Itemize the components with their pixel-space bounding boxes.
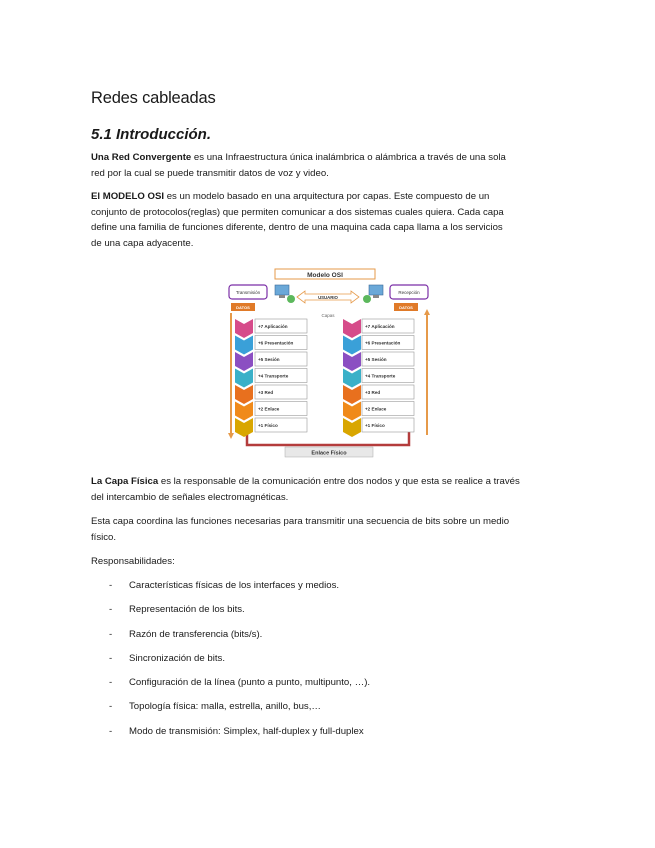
left-layer-chevron xyxy=(235,319,253,338)
p4-line2: físico. xyxy=(91,531,117,543)
reception-label: Recepción xyxy=(398,290,420,295)
right-datos-label: DATOS xyxy=(399,305,413,310)
list-item xyxy=(91,675,561,699)
enlace-fisico-path xyxy=(247,432,409,445)
diagram-title: Modelo OSI xyxy=(307,272,343,279)
transmission-label: Transmisión xyxy=(235,290,261,295)
left-layer-chevron xyxy=(235,352,253,371)
right-layer-label: +1 Físico xyxy=(365,423,385,428)
p4-line1: Esta capa coordina las funciones necesarias para transmitir una secuencia de bits sobre un medio xyxy=(91,516,510,527)
list-item-text: Razón de transferencia (bits/s). xyxy=(129,628,263,640)
responsabilidades-label: Responsabilidades: xyxy=(91,556,175,567)
p1-line1: es una Infraestructura única inalámbrica o alámbrica a través de una sola xyxy=(191,152,506,163)
left-layer-label: +4 Transporte xyxy=(258,373,289,379)
paragraph-red-convergente xyxy=(91,150,566,181)
list-item-text: Configuración de la línea (punto a punto, multipunto, …). xyxy=(129,677,371,689)
left-layer-label: +6 Presentación xyxy=(258,340,294,346)
usuario-label: USUARIO xyxy=(318,295,338,300)
right-layer-label: +5 Sesión xyxy=(365,357,387,362)
list-item xyxy=(91,724,561,748)
bullet-dash: - xyxy=(109,604,113,616)
right-layer-label: +3 Red xyxy=(365,390,381,395)
capas-label: Capas xyxy=(321,313,335,318)
term-capa-fisica: La Capa Física xyxy=(91,476,159,487)
p2-line2: conjunto de protocolos(reglas) que permiten comunicar a dos sistemas cuales quiera. Cada capa xyxy=(91,206,504,218)
list-item xyxy=(91,627,561,651)
list-item-text: Topología física: malla, estrella, anillo, bus,… xyxy=(129,701,321,713)
left-layer-label: +1 Físico xyxy=(258,423,278,428)
left-layer-label: +2 Enlace xyxy=(258,406,280,412)
paragraph-modelo-osi xyxy=(91,189,566,251)
left-layer-label: +7 Aplicación xyxy=(258,324,288,329)
right-layer-chevron xyxy=(343,402,361,421)
right-computer-icon xyxy=(363,285,383,303)
right-layer-label: +2 Enlace xyxy=(365,406,387,412)
list-item-text: Modo de transmisión: Simplex, half-duplex y full-duplex xyxy=(129,725,364,737)
p2-line1: es un modelo basado en una arquitectura por capas. Este compuesto de un xyxy=(164,191,490,202)
left-datos-label: DATOS xyxy=(236,305,250,310)
osi-model-diagram xyxy=(227,267,432,462)
page-heading: Redes cableadas xyxy=(91,89,216,107)
list-item-text: Representación de los bits. xyxy=(129,604,245,616)
left-computer-icon xyxy=(275,285,295,303)
p2-line4: de una capa adyacente. xyxy=(91,237,194,249)
enlace-fisico-label: Enlace Físico xyxy=(311,450,347,457)
p1-line2: red por la cual se puede transmitir datos de voz y video. xyxy=(91,167,329,179)
paragraph-coordina xyxy=(91,514,566,545)
list-item-text: Sincronización de bits. xyxy=(129,652,225,664)
section-heading: 5.1 Introducción. xyxy=(91,126,212,143)
left-layer-label: +5 Sesión xyxy=(258,357,280,362)
right-layer-label: +7 Aplicación xyxy=(365,324,395,329)
left-layer-chevron xyxy=(235,369,253,388)
list-item xyxy=(91,699,561,723)
list-item xyxy=(91,651,561,675)
p3-line1: es la responsable de la comunicación entre dos nodos y que esta se realice a través xyxy=(158,476,520,487)
left-layer-chevron xyxy=(235,336,253,355)
left-layer-chevron xyxy=(235,402,253,421)
term-modelo-osi: El MODELO OSI xyxy=(91,191,165,202)
p3-line2: del intercambio de señales electromagnéticas. xyxy=(91,491,289,503)
bullet-dash: - xyxy=(109,652,113,664)
bullet-dash: - xyxy=(109,677,113,689)
bullet-dash: - xyxy=(109,725,113,737)
p2-line3: define una familia de funciones diferente, dentro de una maquina cada capa llama a los servicios xyxy=(91,222,503,233)
paragraph-capa-fisica xyxy=(91,474,566,505)
right-layer-chevron xyxy=(343,319,361,338)
term-red-convergente: Una Red Convergente xyxy=(91,152,192,163)
list-item xyxy=(91,578,561,602)
right-layer-chevron xyxy=(343,418,361,437)
bullet-dash: - xyxy=(109,701,113,713)
right-layer-chevron xyxy=(343,385,361,404)
osi-layers xyxy=(235,319,414,437)
left-layer-chevron xyxy=(235,418,253,437)
right-layer-chevron xyxy=(343,369,361,388)
right-layer-label: +6 Presentación xyxy=(365,340,401,346)
left-layer-chevron xyxy=(235,385,253,404)
list-item-text: Características físicas de los interfaces y medios. xyxy=(129,580,340,591)
responsibilities-list xyxy=(91,578,561,748)
bullet-dash: - xyxy=(109,628,113,640)
right-layer-chevron xyxy=(343,336,361,355)
list-item xyxy=(91,602,561,626)
right-layer-chevron xyxy=(343,352,361,371)
right-layer-label: +4 Transporte xyxy=(365,373,396,379)
left-layer-label: +3 Red xyxy=(258,390,274,395)
bullet-dash: - xyxy=(109,580,113,591)
